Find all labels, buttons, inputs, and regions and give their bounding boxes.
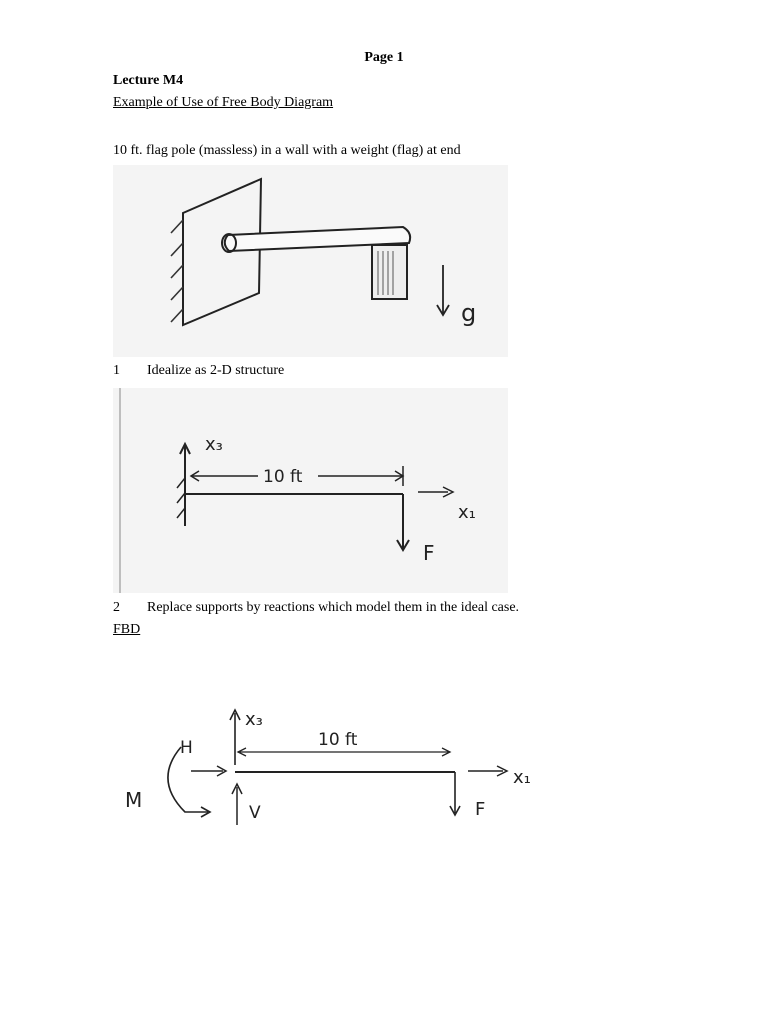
length-label: 10 ft	[318, 730, 358, 750]
force-label: F	[475, 799, 486, 820]
x1-label: x₁	[458, 502, 476, 523]
step-text: Replace supports by reactions which model them in the ideal case.	[147, 600, 520, 615]
lecture-subtitle: Example of Use of Free Body Diagram	[113, 95, 334, 110]
x3-label: x₃	[205, 434, 223, 455]
idealized-structure-sketch	[113, 388, 508, 593]
step-2	[113, 600, 519, 616]
page-number: Page 1	[364, 50, 404, 65]
reaction-h-label: H	[180, 738, 193, 758]
force-label: F	[423, 541, 435, 565]
reaction-v-label: V	[249, 803, 261, 823]
step-1	[113, 363, 284, 379]
moment-label: M	[125, 788, 143, 812]
flagpole-sketch	[113, 165, 508, 357]
lecture-title: Lecture M4	[113, 73, 184, 88]
step-text: Idealize as 2-D structure	[147, 363, 285, 378]
flag-weight	[372, 245, 407, 299]
step-number: 2	[113, 600, 120, 615]
step-number: 1	[113, 363, 120, 378]
problem-description: 10 ft. flag pole (massless) in a wall with a weight (flag) at end	[113, 143, 461, 158]
fbd-sketch	[113, 695, 563, 840]
gravity-label: g	[461, 299, 477, 327]
sketch-paper	[113, 165, 508, 357]
x3-label: x₃	[245, 709, 263, 730]
length-label: 10 ft	[263, 467, 303, 487]
x1-label: x₁	[513, 767, 531, 788]
fbd-label: FBD	[113, 622, 141, 637]
